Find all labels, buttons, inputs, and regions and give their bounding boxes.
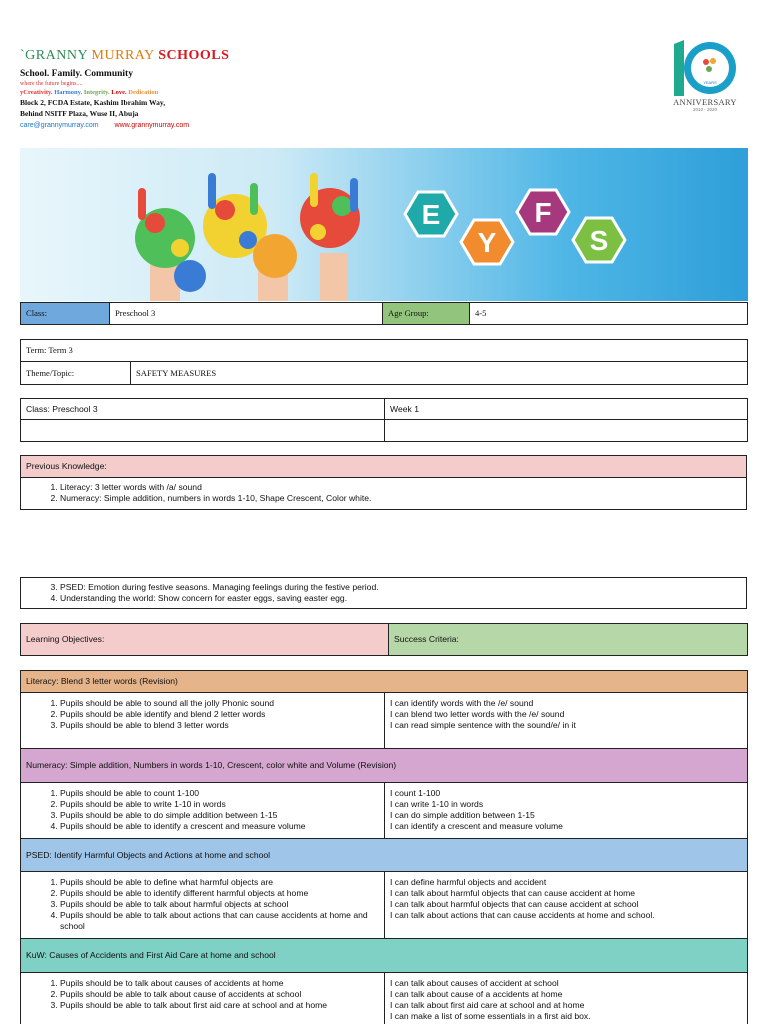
hexagon-f	[517, 190, 569, 234]
sections-table	[20, 670, 748, 1024]
criteria-item: I can write 1-10 in words	[390, 799, 484, 809]
list-item: 4. Pupils should be able to identify a crescent and measure volume	[60, 821, 379, 832]
previous-knowledge-list	[26, 482, 741, 504]
school-name-quote: `	[20, 48, 26, 63]
kuw-objectives	[26, 978, 379, 1011]
contacts	[20, 122, 440, 129]
hexagon-y	[461, 220, 513, 264]
school-header	[20, 48, 440, 129]
age-group-label: Age Group:	[383, 303, 470, 325]
class-age-table	[20, 302, 748, 325]
hexagon-e	[405, 192, 457, 236]
letter-f: F	[534, 197, 552, 228]
criteria-item: I count 1-100	[390, 788, 441, 798]
term-theme-table	[20, 339, 748, 385]
value-integrity: Integrity.	[83, 89, 110, 96]
criteria-item: I can define harmful objects and accident	[390, 877, 547, 887]
age-group-value: 4-5	[470, 303, 748, 325]
criteria-item: I can do simple addition between 1-15	[390, 810, 535, 820]
school-name-granny: GRANNY	[25, 48, 88, 63]
list-item: 4. Understanding the world: Show concern for easter eggs, saving easter egg.	[60, 593, 741, 604]
school-name-schools: SCHOOLS	[158, 48, 230, 63]
list-item: 1. Pupils should be able to sound all the jolly Phonic sound	[60, 698, 379, 709]
website-link[interactable]: www.grannymurray.com	[114, 122, 190, 129]
criteria-item: I can read simple sentence with the sound/e/ in it	[390, 720, 576, 730]
criteria-item: I can talk about cause of a accidents at home	[390, 989, 563, 999]
empty-cell-left	[21, 420, 385, 442]
section-heading-kuw: KuW: Causes of Accidents and First Aid Care at home and school	[21, 939, 748, 973]
list-item: 3. Pupils should be able to talk about harmful objects at school	[60, 899, 379, 910]
previous-knowledge-continued-table	[20, 577, 747, 609]
letter-s: S	[589, 225, 609, 256]
value-harmony: Harmony.	[54, 89, 83, 96]
criteria-item: I can identify a crescent and measure volume	[390, 821, 563, 831]
anniversary-label: ANNIVERSARY	[673, 97, 737, 107]
criteria-item: I can talk about harmful objects that can cause accident at school	[390, 899, 639, 909]
literacy-objectives	[26, 698, 379, 731]
letter-e: E	[421, 199, 441, 230]
term-text: Term: Term 3	[21, 340, 748, 362]
success-criteria-heading: Success Criteria:	[389, 624, 748, 656]
criteria-item: I can talk about actions that can cause accidents at home and school.	[390, 910, 655, 920]
value-dedication: Dedication	[128, 89, 159, 96]
school-motto: School. Family. Community	[20, 69, 133, 79]
list-item: 2. Pupils should be able to identify different harmful objects at home	[60, 888, 379, 899]
previous-knowledge-list-continued	[26, 582, 741, 604]
hexagon-s	[573, 218, 625, 262]
list-item: 3. Pupils should be able to blend 3 letter words	[60, 720, 379, 731]
criteria-item: I can blend two letter words with the /e/ sound	[390, 709, 565, 719]
years-mark: YEARS	[703, 80, 717, 85]
address-line-1: Block 2, FCDA Estate, Kashim Ibrahim Way,	[20, 98, 166, 107]
learning-objectives-heading: Learning Objectives:	[21, 624, 389, 656]
list-item: 1. Pupils should be to talk about causes of accidents at home	[60, 978, 379, 989]
school-name-murray: MURRAY	[91, 48, 155, 63]
list-item: 2. Pupils should be able identify and blend 2 letter words	[60, 709, 379, 720]
letter-y: Y	[477, 227, 497, 258]
list-item: 2. Numeracy: Simple addition, numbers in words 1-10, Shape Crescent, Color white.	[60, 493, 741, 504]
class-label: Class:	[21, 303, 110, 325]
list-item: 2. Pupils should be able to write 1-10 in words	[60, 799, 379, 810]
school-values	[20, 88, 440, 97]
list-item: 3. Pupils should be able to talk about first aid care at school and at home	[60, 1000, 379, 1011]
anniversary-years: 2010 - 2020	[692, 107, 718, 112]
value-love: Love.	[111, 89, 127, 96]
empty-cell-right	[385, 420, 748, 442]
objectives-header-table	[20, 623, 748, 656]
list-item: 3. PSED: Emotion during festive seasons. Managing feelings during the festive period.	[60, 582, 741, 593]
previous-knowledge-heading: Previous Knowledge:	[21, 456, 747, 478]
value-creativity: yCreativity.	[20, 89, 53, 96]
class-value: Preschool 3	[110, 303, 383, 325]
school-name	[20, 48, 440, 64]
email-link[interactable]: care@grannymurray.com	[20, 122, 99, 129]
numeracy-objectives	[26, 788, 379, 832]
criteria-item: I can talk about causes of accident at school	[390, 978, 559, 988]
class-text: Class: Preschool 3	[21, 399, 385, 420]
week-text: Week 1	[385, 399, 748, 420]
criteria-item: I can make a list of some essentials in a first aid box.	[390, 1011, 591, 1021]
eyfs-banner	[20, 148, 748, 301]
section-heading-numeracy: Numeracy: Simple addition, Numbers in words 1-10, Crescent, color white and Volume (Revision)	[21, 749, 748, 783]
address-line-2: Behind NSITF Plaza, Wuse II, Abuja	[20, 109, 139, 118]
list-item: 1. Literacy: 3 letter words with /a/ sound	[60, 482, 741, 493]
list-item: 3. Pupils should be able to do simple addition between 1-15	[60, 810, 379, 821]
school-tagline: where the future begins....	[20, 81, 83, 87]
list-item: 1. Pupils should be able to count 1-100	[60, 788, 379, 799]
list-item: 1. Pupils should be able to define what harmful objects are	[60, 877, 379, 888]
criteria-item: I can talk about first aid care at school and at home	[390, 1000, 585, 1010]
list-item: 4. Pupils should be able to talk about actions that can cause accidents at home and school	[60, 910, 379, 932]
section-heading-literacy: Literacy: Blend 3 letter words (Revision)	[21, 671, 748, 693]
list-item: 2. Pupils should be able to talk about cause of accidents at school	[60, 989, 379, 1000]
section-heading-psed: PSED: Identify Harmful Objects and Actions at home and school	[21, 839, 748, 872]
previous-knowledge-table	[20, 455, 747, 510]
theme-label: Theme/Topic:	[21, 362, 131, 385]
criteria-item: I can identify words with the /e/ sound	[390, 698, 534, 708]
theme-value: SAFETY MEASURES	[131, 362, 748, 385]
criteria-item: I can talk about harmful objects that can cause accident at home	[390, 888, 636, 898]
class-week-table	[20, 398, 748, 442]
psed-objectives	[26, 877, 379, 932]
